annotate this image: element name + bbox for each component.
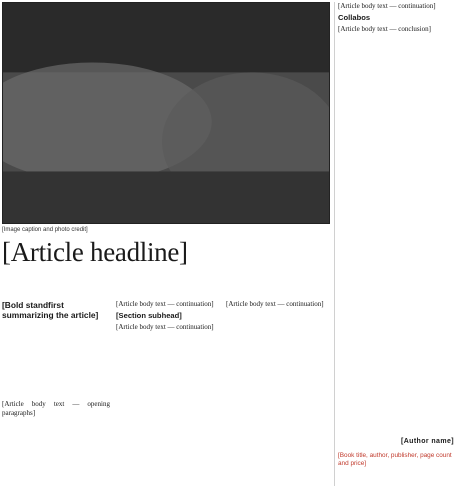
body-paragraph: [Article body text — continuation] (226, 300, 324, 308)
body-paragraph: [Article body text — continuation] (338, 2, 436, 10)
book-reference: [Book title, author, publisher, page count and price] (338, 452, 452, 467)
photo-illustration (3, 3, 329, 223)
body-paragraph: [Article body text — opening paragraphs] (2, 400, 110, 417)
section-subhead: [Section subhead] (116, 310, 182, 320)
section-subhead: Collabos (338, 12, 371, 22)
body-column-3 (226, 300, 330, 312)
body-column-2 (116, 300, 220, 335)
author-signature: [Author name] (400, 438, 454, 445)
body-column-1 (2, 400, 110, 420)
headline: [Article headline] (2, 237, 188, 267)
photo-caption: [Image caption and photo credit] (2, 227, 88, 233)
body-paragraph: [Article body text — continuation] (116, 323, 214, 332)
standfirst: [Bold standfirst summarizing the article] (2, 300, 99, 321)
body-paragraph: [Article body text — continuation] (116, 300, 214, 308)
body-column-4 (338, 2, 454, 37)
column-divider (334, 2, 335, 486)
article-photo (2, 2, 330, 224)
body-paragraph: [Article body text — conclusion] (338, 25, 431, 34)
